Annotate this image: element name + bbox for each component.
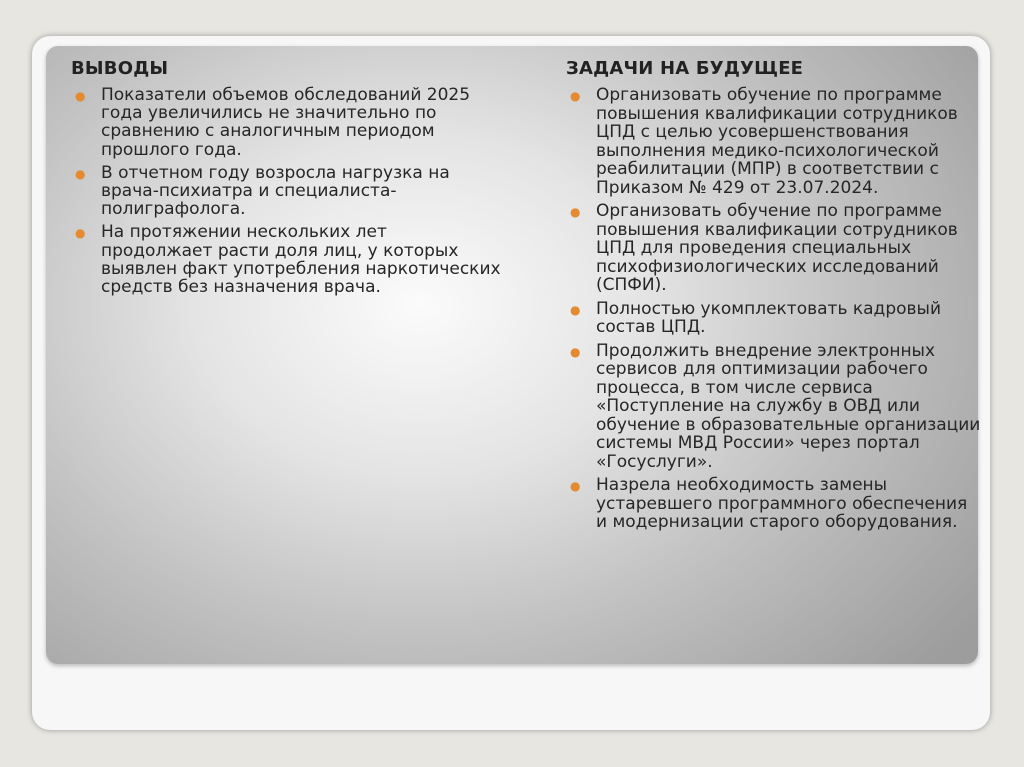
bullet-icon: ● [570,302,581,317]
bullet-icon: ● [75,89,86,103]
list-item-text: Показатели объемов обследований 2025 года увеличились не значительно по сравнению с аналогичным периодом прошлого года. [101,85,471,160]
list-item [71,86,501,159]
list-item [71,164,501,219]
future-tasks-heading: ЗАДАЧИ НА БУДУЩЕЕ [566,58,804,79]
bullet-icon: ● [570,89,581,103]
list-item-text: На протяжении нескольких лет продолжает расти доля лиц, у которых выявлен факт употребления наркотических средств без назначения врача. [101,222,501,298]
list-item-text: Полностью укомплектовать кадровый состав ЦПД. [596,298,941,337]
list-item [71,223,501,296]
future-tasks-list [566,86,981,532]
bullet-icon: ● [570,344,581,359]
conclusions-list [71,86,501,296]
list-item-text: Продолжить внедрение электронных сервисов для оптимизации рабочего процесса, в том числе сервиса «Поступление на службу в ОВД или обучение в образовательные организации системы МВД России» через портал «Госуслуги». [596,340,981,472]
bullet-icon: ● [570,479,581,493]
bullet-icon: ● [75,166,86,181]
slide-frame [32,36,990,730]
list-item [566,86,981,197]
conclusions-heading: ВЫВОДЫ [71,58,169,79]
list-item-text: Организовать обучение по программе повышения квалификации сотрудников ЦПД для проведения специальных психофизиологических исследований (СПФИ). [596,201,958,295]
list-item [566,476,981,532]
list-item [566,300,981,337]
list-item-text: В отчетном году возросла нагрузка на врача-психиатра и специалиста-полиграфолога. [101,162,450,220]
bullet-icon: ● [570,205,581,219]
future-tasks-column [566,58,981,537]
list-item-text: Назрела необходимость замены устаревшего программного обеспечения и модернизации старого оборудования. [596,475,968,532]
conclusions-column [71,58,501,301]
list-item [566,342,981,472]
list-item-text: Организовать обучение по программе повышения квалификации сотрудников ЦПД с целью усовершенствования выполнения медико-психологической реабилитации (МПР) в соответствии с Приказом № 429 от 23.07.2024. [596,85,958,198]
list-item [566,202,981,295]
bullet-icon: ● [75,226,86,241]
content-panel [46,46,981,664]
